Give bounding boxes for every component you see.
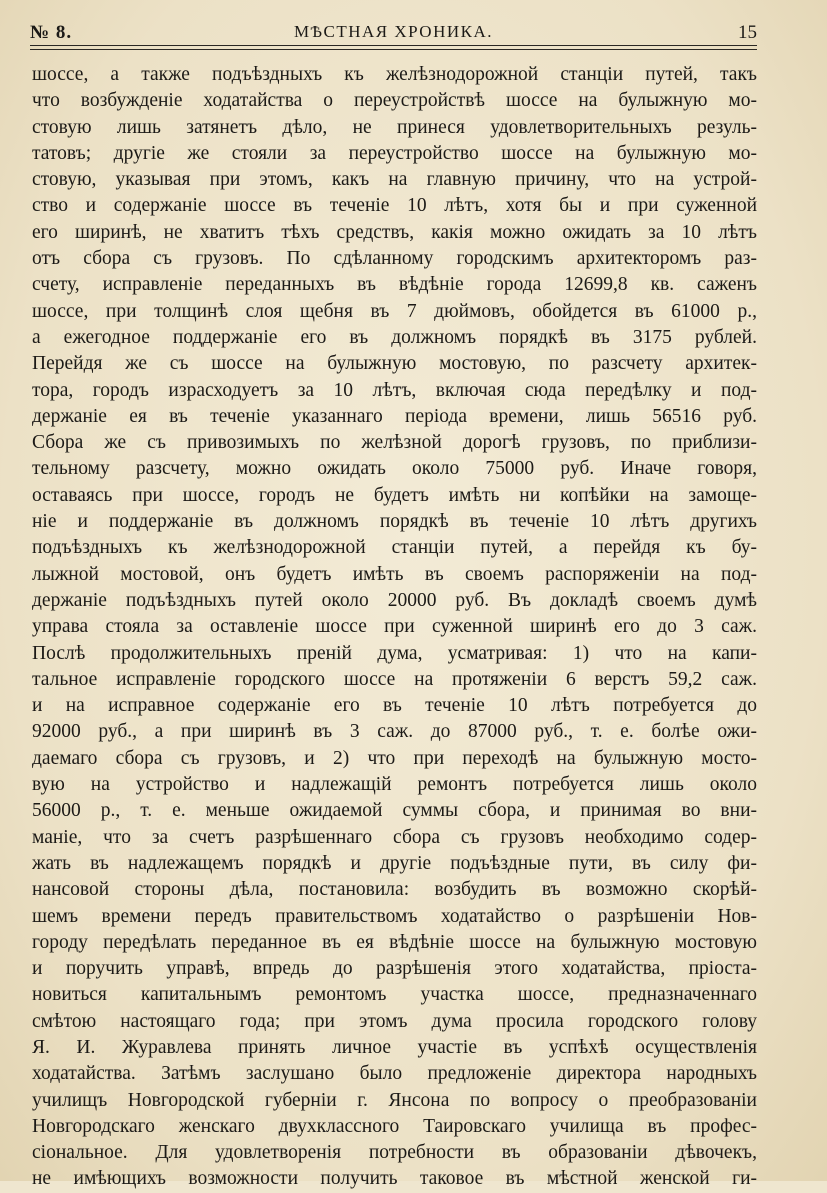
text-line: и поручить управѣ, впредь до разрѣшенія этого ходатайства, пріоста- (32, 958, 757, 980)
text-line: держаніе подъѣздныхъ путей около 20000 руб. Въ докладѣ своемъ думѣ (32, 589, 757, 611)
text-line: вую на устройство и надлежащій ремонтъ потребуется лишь около (32, 774, 757, 796)
text-line: стовую лишь затянетъ дѣло, не принеся удовлетворительныхъ резуль- (32, 116, 757, 138)
text-line: не имѣющихъ возможности получить таковое въ мѣстной женской ги- (32, 1168, 757, 1190)
text-line: ство и содержаніе шоссе въ теченіе 10 лѣтъ, хотя бы и при суженной (32, 195, 757, 217)
text-line: Новгородскаго женскаго двухклассного Таировскаго училища въ профес- (32, 1115, 757, 1137)
text-line: 56000 р., т. е. меньше ожидаемой суммы сбора, и принимая во вни- (32, 800, 757, 822)
text-line: что возбужденіе ходатайства о переустройствѣ шоссе на булыжную мо- (32, 90, 757, 112)
text-line: а ежегодное поддержаніе его въ должномъ порядкѣ въ 3175 рублей. (32, 326, 757, 348)
header-rule-thin (30, 49, 757, 50)
text-line: лыжной мостовой, онъ будетъ имѣть въ своемъ распоряженіи на под- (32, 563, 757, 585)
text-line: татовъ; другіе же стояли за переустройство шоссе на булыжную мо- (32, 142, 757, 164)
text-line: жать въ надлежащемъ порядкѣ и другіе подъѣздные пути, въ силу фи- (32, 852, 757, 874)
text-line: тора, городъ израсходуетъ за 10 лѣтъ, включая сюда передѣлку и под- (32, 379, 757, 401)
text-line: тельному разсчету, можно ожидать около 75000 руб. Иначе говоря, (32, 458, 757, 480)
text-line: смѣтою настоящаго года; при этомъ дума просила городского голову (32, 1010, 757, 1032)
header-rule (30, 45, 757, 46)
text-line: ходатайства. Затѣмъ заслушано было предложеніе директора народныхъ (32, 1063, 757, 1085)
text-line: стовую, указывая при этомъ, какъ на главную причину, что на устрой- (32, 169, 757, 191)
text-line: шоссе, а также подъѣздныхъ къ желѣзнодорожной станціи путей, такъ (32, 64, 757, 85)
text-line: новиться капитальнымъ ремонтомъ участка шоссе, предназначеннаго (32, 984, 757, 1006)
text-line: и на исправное содержаніе его въ теченіе 10 лѣтъ потребуется до (32, 695, 757, 717)
text-line: счету, исправленіе переданныхъ въ вѣдѣніе города 12699,8 кв. саженъ (32, 274, 757, 296)
text-line: ніе и поддержаніе въ должномъ порядкѣ въ теченіе 10 лѣтъ другихъ (32, 511, 757, 533)
text-line: шемъ времени передъ правительствомъ ходатайство о разрѣшеніи Нов- (32, 905, 757, 927)
page-number: 15 (738, 22, 757, 43)
text-line: Сбора же съ привозимыхъ по желѣзной дорогѣ грузовъ, по приблизи- (32, 432, 757, 454)
text-line: отъ сбора съ грузовъ. По сдѣланному городскимъ архитекторомъ раз- (32, 248, 757, 270)
text-line: сіональное. Для удовлетворенія потребности въ образованіи дѣвочекъ, (32, 1142, 757, 1164)
text-line: городу передѣлать переданное въ ея вѣдѣніе шоссе на булыжную мостовую (32, 931, 757, 953)
text-line: Перейдя же съ шоссе на булыжную мостовую, по разсчету архитек- (32, 353, 757, 375)
text-line: держаніе ея въ теченіе указаннаго періода времени, лишь 56516 руб. (32, 405, 757, 427)
text-line: его ширинѣ, не хватитъ тѣхъ средствъ, какія можно ожидать за 10 лѣтъ (32, 221, 757, 243)
text-line: маніе, что за счетъ разрѣшеннаго сбора съ грузовъ необходимо содер- (32, 826, 757, 848)
text-line: 92000 руб., а при ширинѣ въ 3 саж. до 87000 руб., т. е. болѣе ожи- (32, 721, 757, 743)
text-line: подъѣздныхъ къ желѣзнодорожной станціи путей, а перейдя къ бу- (32, 537, 757, 559)
text-line: нансовой стороны дѣла, постановила: возбудить въ возможно скорѣй- (32, 879, 757, 901)
text-line: Я. И. Журавлева принять личное участіе въ успѣхѣ осуществленія (32, 1036, 757, 1058)
text-line: управа стояла за оставленіе шоссе при суженной ширинѣ его до 3 саж. (32, 616, 757, 638)
text-line: оставаясь при шоссе, городъ не будетъ имѣть ни копѣйки на замоще- (32, 484, 757, 506)
issue-number: № 8. (30, 22, 73, 43)
text-line: шоссе, при толщинѣ слоя щебня въ 7 дюймовъ, обойдется въ 61000 р., (32, 300, 757, 322)
body-text (32, 62, 757, 1193)
page-header (30, 20, 757, 46)
text-line: училищъ Новгородской губерніи г. Янсона по вопросу о преобразованіи (32, 1089, 757, 1111)
text-line: Послѣ продолжительныхъ преній дума, усматривая: 1) что на капи- (32, 642, 757, 664)
section-title: МѢСТНАЯ ХРОНИКА. (293, 22, 494, 41)
text-line: тальное исправленіе городского шоссе на протяженіи 6 верстъ 59,2 саж. (32, 668, 757, 690)
text-line: даемаго сбора съ грузовъ, и 2) что при переходѣ на булыжную мосто- (32, 747, 757, 769)
